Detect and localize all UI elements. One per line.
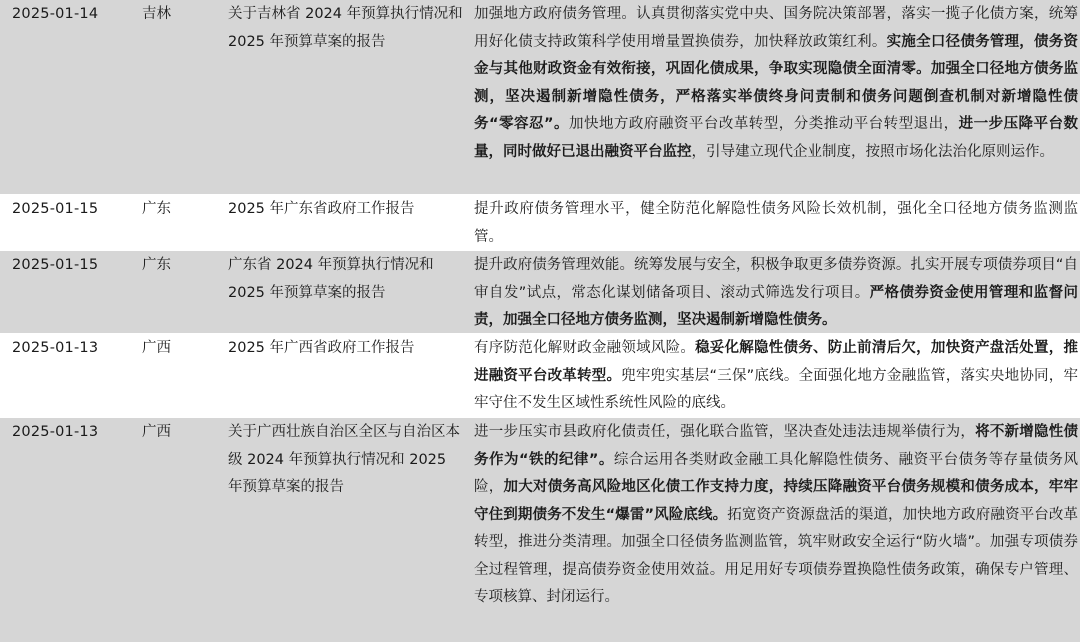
report-title-cell: 广东省 2024 年预算执行情况和 2025 年预算草案的报告 (228, 257, 434, 301)
content-emphasis: 将不新增隐性债务作为“铁的纪律”。 (474, 424, 1079, 468)
province-cell: 广东 (142, 201, 171, 217)
content-emphasis: 加大对债务高风险地区化债工作支持力度，持续压降融资平台债务规模和债务成本，牢牢守住到期债务不发生“爆雷”风险底线。 (474, 479, 1079, 523)
table-row (0, 418, 1080, 643)
content-text: 提升政府债务管理水平，健全防范化解隐性债务风险长效机制，强化全口径地方债务监测监管。 (474, 201, 1078, 245)
content-text: 加强地方政府债务管理。认真贯彻落实党中央、国务院决策部署，落实一揽子化债方案，统筹用好化债支持政策科学使用增量置换债券，加快释放政策红利。 (474, 6, 1078, 50)
date-cell: 2025-01-15 (12, 257, 99, 273)
content-text: 拓宽资产资源盘活的渠道，加快地方政府融资平台改革转型，推进分类清理。加强全口径债务监测监管，筑牢财政安全运行“防火墙”。加强专项债券全过程管理，提高债券资金使用效益。用足用好专项债券置换隐性债务政策，确保专户管理、专项核算、封闭运行。 (474, 506, 1079, 605)
content-text: 兜牢兜实基层“三保”底线。全面强化地方金融监管，落实央地协同，牢牢守住不发生区域性系统性风险的底线。 (474, 367, 1078, 411)
report-title-cell: 关于吉林省 2024 年预算执行情况和 2025 年预算草案的报告 (228, 6, 463, 50)
content-emphasis: 进一步压降平台数量，同时做好已退出融资平台监控 (474, 116, 1079, 160)
content-emphasis: 实施全口径债务管理，债务资金与其他财政资金有效衔接，巩固化债成果，争取实现隐债全面清零。加强全口径地方债务监测，坚决遏制新增隐性债务，严格落实举债终身问责制和债务问题倒查机制对新增隐性债务“零容忍”。 (474, 33, 1079, 132)
content-text: 进一步压实市县政府化债责任，强化联合监管，坚决查处违法违规举债行为， (474, 424, 976, 440)
content-text: 综合运用各类财政金融工具化解隐性债务、融资平台债务等存量债务风险， (474, 451, 1078, 495)
content-text: 提升政府债务管理效能。统筹发展与安全，积极争取更多债券资源。扎实开展专项债券项目“自审自发”试点，常态化谋划储备项目、滚动式筛选发行项目。 (474, 257, 1078, 301)
date-cell: 2025-01-13 (12, 424, 99, 440)
report-title-cell: 2025 年广东省政府工作报告 (228, 201, 415, 217)
content-emphasis: 稳妥化解隐性债务、防止前清后欠，加快资产盘活处置，推进融资平台改革转型。 (474, 340, 1078, 384)
province-cell: 广西 (142, 340, 171, 356)
content-cell (472, 0, 1080, 194)
report-title-cell: 2025 年广西省政府工作报告 (228, 340, 415, 356)
province-cell: 广东 (142, 257, 171, 273)
date-cell: 2025-01-15 (12, 201, 99, 217)
content-text: 加快地方政府融资平台改革转型，分类推动平台转型退出， (568, 116, 959, 132)
content-text: ，引导建立现代企业制度，按照市场化法治化原则运作。 (691, 143, 1054, 160)
content-cell (472, 195, 1080, 250)
content-text: 有序防范化解财政金融领域风险。 (474, 340, 696, 356)
province-cell: 广西 (142, 424, 171, 440)
report-title-cell: 关于广西壮族自治区全区与自治区本级 2024 年预算执行情况和 2025 年预算草案的报告 (228, 424, 460, 495)
content-emphasis: 严格债券资金使用管理和监督问责，加强全口径地方债务监测，坚决遏制新增隐性债务。 (474, 284, 1078, 328)
table-row (0, 251, 1080, 334)
content-cell (472, 334, 1080, 417)
content-cell (472, 251, 1080, 333)
date-cell: 2025-01-13 (12, 340, 99, 356)
table-row (0, 334, 1080, 418)
content-cell (472, 418, 1080, 642)
province-cell: 吉林 (142, 6, 171, 22)
date-cell: 2025-01-14 (12, 6, 99, 22)
table-row (0, 195, 1080, 251)
table-row (0, 0, 1080, 195)
